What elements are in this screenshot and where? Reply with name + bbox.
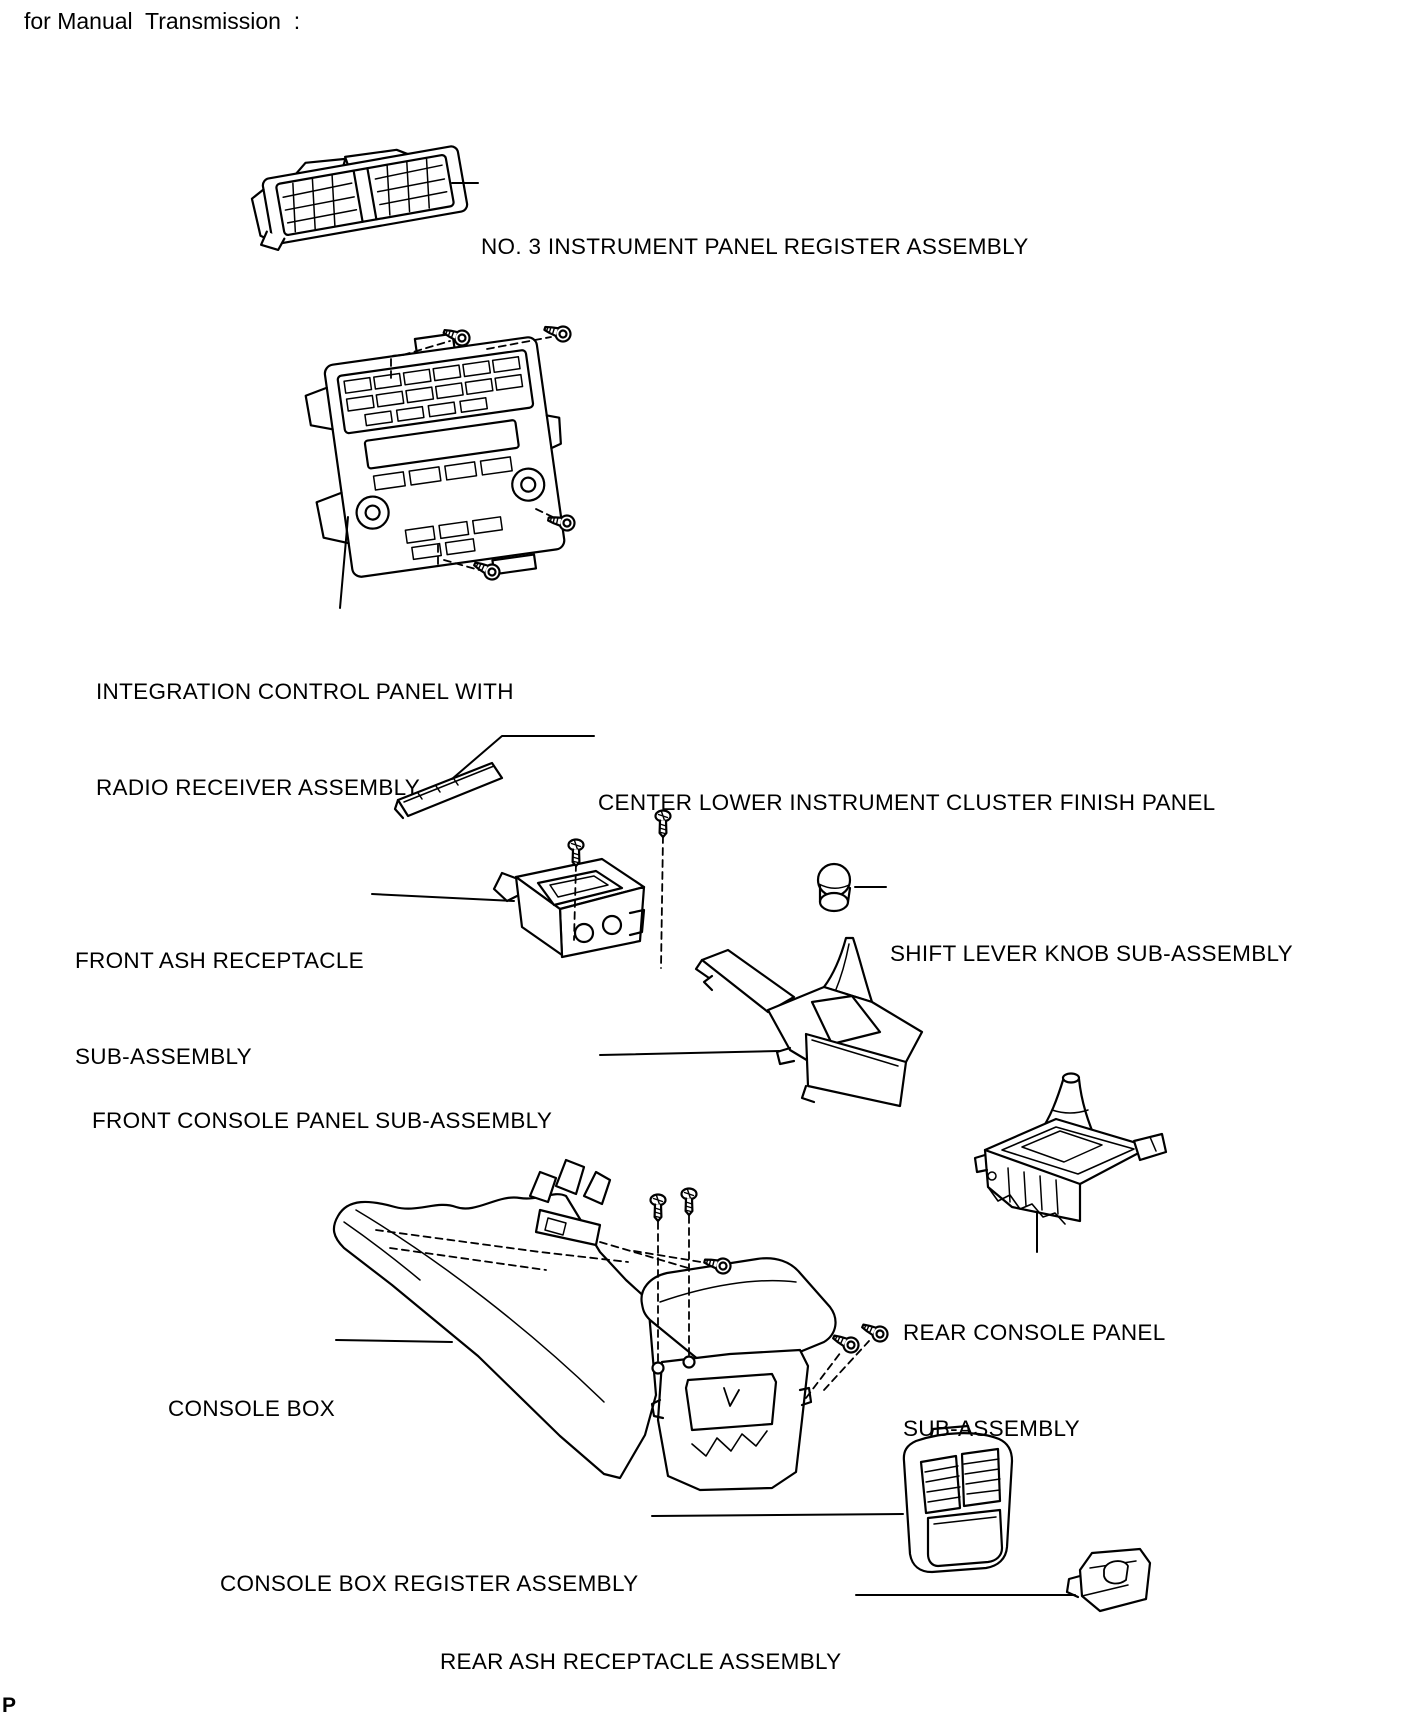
label-console-box xyxy=(168,1329,335,1489)
label-front-console-text: FRONT CONSOLE PANEL SUB-ASSEMBLY xyxy=(92,1108,553,1133)
label-console-box-text: CONSOLE BOX xyxy=(168,1396,336,1421)
part-no3-register-vent-illustration xyxy=(247,136,469,252)
part-integration-control-panel-illustration xyxy=(296,321,580,598)
part-front-console-panel-illustration xyxy=(696,938,922,1106)
label-front-console xyxy=(92,1041,552,1201)
leader-console-register xyxy=(652,1514,903,1516)
label-shift-knob-text: SHIFT LEVER KNOB SUB-ASSEMBLY xyxy=(890,941,1293,966)
page-title: for Manual Transmission : xyxy=(24,8,301,34)
part-rear-console-panel-illustration xyxy=(975,1074,1166,1225)
label-front-ash-line1: FRONT ASH RECEPTACLE xyxy=(75,948,364,973)
screw-console-top-left xyxy=(651,1195,666,1222)
leader-front-console xyxy=(600,1051,779,1055)
label-console-register-text: CONSOLE BOX REGISTER ASSEMBLY xyxy=(220,1571,639,1596)
label-integration-panel xyxy=(96,612,514,868)
leader-integration-panel xyxy=(340,517,348,608)
label-integration-panel-line1: INTEGRATION CONTROL PANEL WITH xyxy=(96,679,514,704)
label-rear-ash xyxy=(440,1582,841,1734)
leader-front-ash xyxy=(372,894,514,901)
label-rear-console-line1: REAR CONSOLE PANEL xyxy=(903,1320,1166,1345)
label-integration-panel-line2: RADIO RECEIVER ASSEMBLY xyxy=(96,775,421,800)
label-rear-console xyxy=(903,1253,1166,1509)
page-footer-text: P xyxy=(2,1694,17,1717)
label-shift-knob xyxy=(890,874,1293,1034)
label-rear-ash-text: REAR ASH RECEPTACLE ASSEMBLY xyxy=(440,1649,842,1674)
label-no3-register xyxy=(481,167,1029,327)
screw-console-top-right xyxy=(682,1189,697,1216)
label-front-ash-line2: SUB-ASSEMBLY xyxy=(75,1044,252,1069)
label-no3-register-text: NO. 3 INSTRUMENT PANEL REGISTER ASSEMBLY xyxy=(481,234,1029,259)
label-rear-console-line2: SUB-ASSEMBLY xyxy=(903,1416,1080,1441)
leader-console-box xyxy=(336,1340,452,1342)
screw-console-rear-upper xyxy=(860,1319,890,1344)
label-center-lower-panel xyxy=(598,723,1215,883)
label-center-lower-panel-text: CENTER LOWER INSTRUMENT CLUSTER FINISH PANEL xyxy=(598,790,1216,815)
screw-front-ash-left xyxy=(569,840,584,867)
part-console-box-illustration xyxy=(334,1160,836,1490)
screw-console-rear-lower xyxy=(831,1330,861,1355)
part-rear-ash-receptacle-illustration xyxy=(1067,1549,1150,1611)
